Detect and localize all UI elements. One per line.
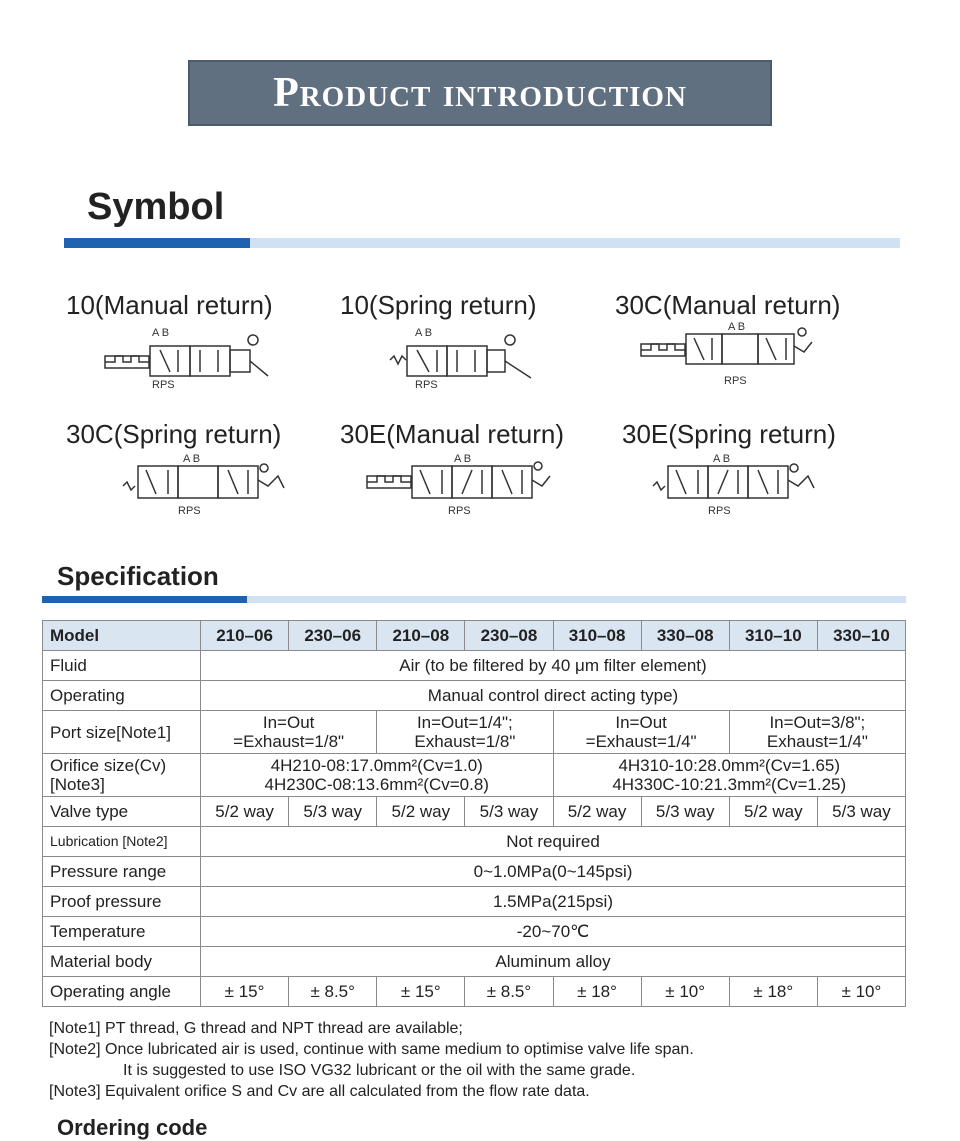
specification-heading: Specification	[57, 561, 219, 591]
notes	[49, 1018, 909, 1102]
valve-symbol-10-spring	[385, 322, 545, 392]
ports-top: A B	[183, 453, 201, 465]
ports-top: A B	[728, 321, 746, 333]
valve-symbol-30c-spring	[118, 450, 288, 520]
ports-bottom: RPS	[708, 505, 731, 517]
table-row	[43, 917, 906, 947]
header-cell: 210–08	[377, 621, 465, 651]
row-label: Operating angle	[43, 977, 201, 1007]
header-cell: 210–06	[201, 621, 289, 651]
port-size-value: In=Out=3/8"; Exhaust=1/4"	[729, 711, 905, 754]
table-row	[43, 711, 906, 754]
row-label: Lubrication [Note2]	[43, 827, 201, 857]
header-cell: 310–10	[729, 621, 817, 651]
valve-type-cell: 5/2 way	[201, 797, 289, 827]
valve-symbol-10-manual	[100, 322, 280, 392]
ports-top: A B	[152, 327, 170, 339]
row-label: Temperature	[43, 917, 201, 947]
header-cell: 330–08	[641, 621, 729, 651]
port-size-value: In=Out =Exhaust=1/4"	[553, 711, 729, 754]
valve-symbol-30e-manual	[362, 450, 557, 520]
row-label: Operating	[43, 681, 201, 711]
ordering-code-heading: Ordering code	[57, 1115, 208, 1140]
port-size-value: In=Out=1/4"; Exhaust=1/8"	[377, 711, 553, 754]
angle-cell: ± 10°	[641, 977, 729, 1007]
pressure-value: 0~1.0MPa(0~145psi)	[201, 857, 906, 887]
operating-value: Manual control direct acting type)	[201, 681, 906, 711]
valve-type-cell: 5/2 way	[377, 797, 465, 827]
valve-type-cell: 5/3 way	[465, 797, 553, 827]
valve-symbol-30e-spring	[648, 450, 818, 520]
valve-type-cell: 5/3 way	[817, 797, 905, 827]
port-size-value: In=Out =Exhaust=1/8"	[201, 711, 377, 754]
ports-bottom: RPS	[178, 505, 201, 517]
header-cell: 230–08	[465, 621, 553, 651]
symbol-label-30e-manual: 30E(Manual return)	[340, 419, 564, 449]
angle-cell: ± 18°	[729, 977, 817, 1007]
table-header-row	[43, 621, 906, 651]
orifice-value-right: 4H310-10:28.0mm²(Cv=1.65) 4H330C-10:21.3mm²(Cv=1.25)	[553, 754, 906, 797]
table-row	[43, 754, 906, 797]
valve-type-cell: 5/2 way	[729, 797, 817, 827]
fluid-value: Air (to be filtered by 40 μm filter element)	[201, 651, 906, 681]
valve-type-cell: 5/3 way	[289, 797, 377, 827]
angle-cell: ± 18°	[553, 977, 641, 1007]
ports-top: A B	[454, 453, 472, 465]
row-label: Port size[Note1]	[43, 711, 201, 754]
angle-cell: ± 8.5°	[289, 977, 377, 1007]
row-label: Valve type	[43, 797, 201, 827]
table-row	[43, 651, 906, 681]
symbol-label-10-manual: 10(Manual return)	[66, 290, 273, 320]
symbol-label-30e-spring: 30E(Spring return)	[622, 419, 836, 449]
note-2-continued: It is suggested to use ISO VG32 lubricant or the oil with the same grade.	[123, 1062, 636, 1079]
row-label: Orifice size(Cv) [Note3]	[43, 754, 201, 797]
header-model: Model	[43, 621, 201, 651]
symbol-label-10-spring: 10(Spring return)	[340, 290, 537, 320]
orifice-value-left: 4H210-08:17.0mm²(Cv=1.0) 4H230C-08:13.6mm²(Cv=0.8)	[201, 754, 554, 797]
ports-top: A B	[713, 453, 731, 465]
valve-type-cell: 5/3 way	[641, 797, 729, 827]
ports-bottom: RPS	[724, 375, 747, 387]
temperature-value: -20~70℃	[201, 917, 906, 947]
note-2: [Note2] Once lubricated air is used, continue with same medium to optimise valve life span.	[49, 1041, 694, 1058]
note-3: [Note3] Equivalent orifice S and Cv are all calculated from the flow rate data.	[49, 1083, 590, 1100]
row-label: Proof pressure	[43, 887, 201, 917]
table-row	[43, 797, 906, 827]
header-cell: 330–10	[817, 621, 905, 651]
ports-bottom: RPS	[415, 379, 438, 391]
valve-symbol-30c-manual	[636, 320, 826, 390]
symbol-divider	[64, 238, 900, 248]
symbol-label-30c-manual: 30C(Manual return)	[615, 290, 841, 320]
note-1: [Note1] PT thread, G thread and NPT thread are available;	[49, 1020, 463, 1037]
proof-value: 1.5MPa(215psi)	[201, 887, 906, 917]
specification-divider	[42, 596, 906, 603]
angle-cell: ± 8.5°	[465, 977, 553, 1007]
header-cell: 230–06	[289, 621, 377, 651]
table-row	[43, 681, 906, 711]
table-row	[43, 947, 906, 977]
valve-type-cell: 5/2 way	[553, 797, 641, 827]
row-label: Pressure range	[43, 857, 201, 887]
header-cell: 310–08	[553, 621, 641, 651]
ports-bottom: RPS	[152, 379, 175, 391]
row-label: Material body	[43, 947, 201, 977]
specification-table	[42, 620, 906, 1007]
ports-top: A B	[415, 327, 433, 339]
table-row	[43, 857, 906, 887]
table-row	[43, 827, 906, 857]
table-row	[43, 977, 906, 1007]
symbol-heading: Symbol	[87, 186, 225, 228]
lubrication-value: Not required	[201, 827, 906, 857]
table-row	[43, 887, 906, 917]
angle-cell: ± 15°	[201, 977, 289, 1007]
banner-title: Product introduction	[273, 70, 687, 116]
ports-bottom: RPS	[448, 505, 471, 517]
angle-cell: ± 15°	[377, 977, 465, 1007]
material-value: Aluminum alloy	[201, 947, 906, 977]
product-introduction-banner	[188, 60, 772, 126]
symbol-label-30c-spring: 30C(Spring return)	[66, 419, 282, 449]
angle-cell: ± 10°	[817, 977, 905, 1007]
row-label: Fluid	[43, 651, 201, 681]
